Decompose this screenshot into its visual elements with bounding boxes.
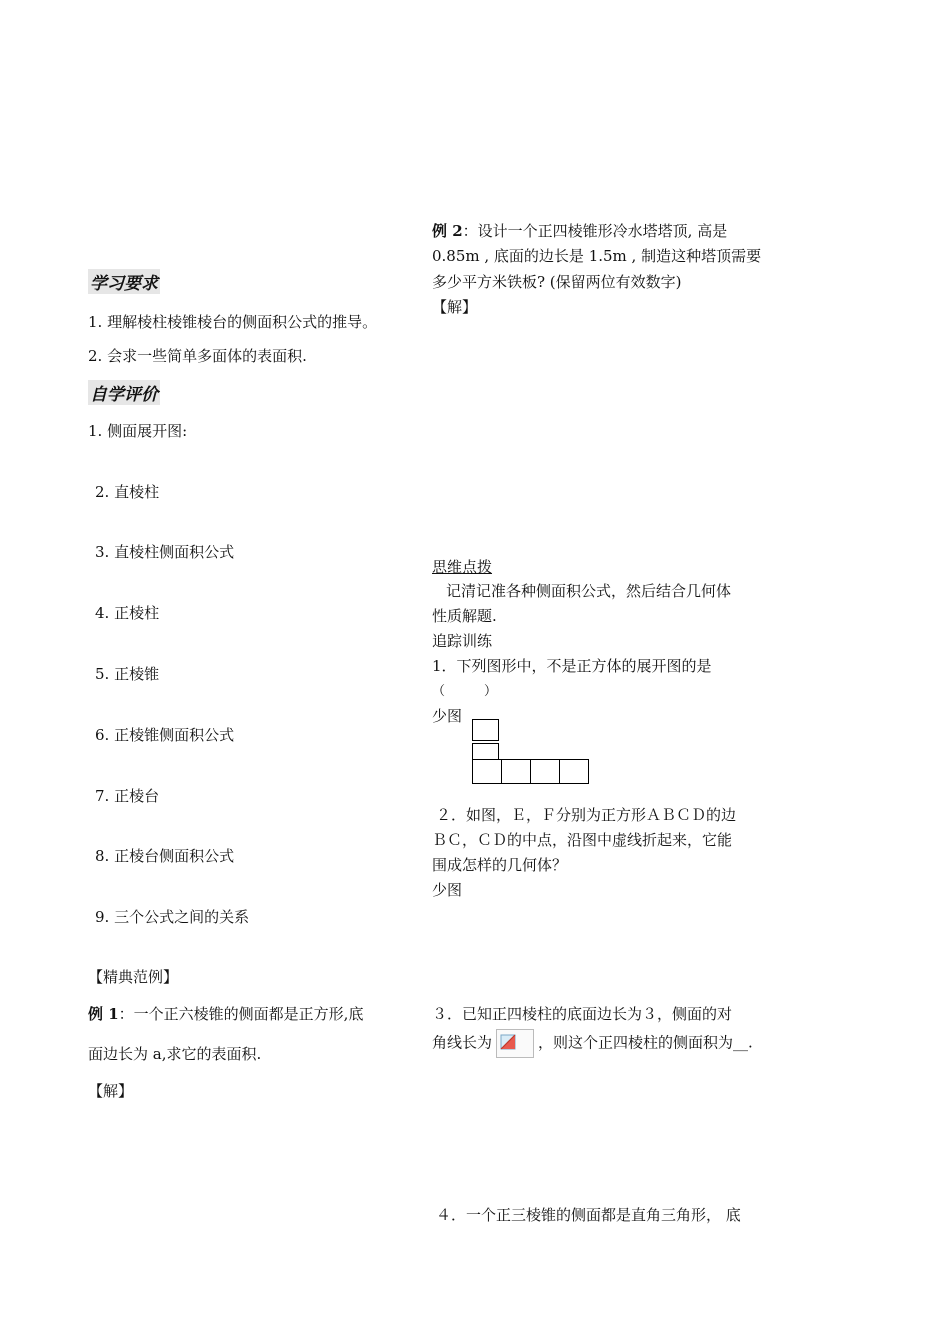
cube-net-square [501,759,531,784]
requirement-2: 2. 会求一些简单多面体的表面积. [88,347,307,365]
cube-net-square [559,759,589,784]
question-1-figure-placeholder: 少图 [432,707,463,725]
example-1-line-1 [88,1003,363,1024]
section-heading-self-study: 自学评价 [88,380,160,405]
example-2-line-1 [432,220,727,241]
self-study-item-4: 4. 正棱柱 [95,604,160,622]
self-study-item-8: 8. 正棱台侧面积公式 [95,847,235,865]
example-2-solution: 【解】 [432,298,478,316]
question-2-line-2: ＢＣ，ＣＤ的中点，沿图中虚线折起来，它能 [432,831,733,849]
example-1-line-2: 面边长为 a,求它的表面积. [88,1045,262,1063]
cube-net-square [472,719,499,741]
self-study-item-5: 5. 正棱锥 [95,665,160,683]
question-1-line-1: 1．下列图形中，不是正方体的展开图的是 [432,657,712,675]
example-1-text: ：一个正六棱锥的侧面都是正方形,底 [118,1005,364,1023]
self-study-item-7: 7. 正棱台 [95,787,160,805]
examples-heading: 【精典范例】 [88,968,179,986]
question-2-line-1: ２．如图，Ｅ，Ｆ分别为正方形ＡＢＣＤ的边 [436,806,737,824]
example-2-text: ：设计一个正四棱锥形冷水塔塔顶, 高是 [462,222,728,240]
question-3-text-a: 角线长为 [432,1033,493,1052]
question-2-figure-placeholder: 少图 [432,881,463,899]
question-3-line-1: ３．已知正四棱柱的底面边长为３，侧面的对 [432,1005,733,1023]
requirement-1: 1. 理解棱柱棱锥棱台的侧面积公式的推导。 [88,313,378,331]
self-study-item-1: 1. 侧面展开图: [88,422,188,440]
thinking-line-2: 性质解题. [432,607,497,625]
example-2-line-2: 0.85m , 底面的边长是 1.5m , 制造这种塔顶需要 [432,247,762,265]
cube-net-square [530,759,560,784]
question-1-line-2: （ ） [432,684,498,699]
self-study-item-3: 3. 直棱柱侧面积公式 [95,543,235,561]
question-3-text-b: ，则这个正四棱柱的侧面积为__. [538,1033,753,1052]
practice-title: 追踪训练 [432,632,493,650]
self-study-item-2: 2. 直棱柱 [95,483,160,501]
broken-formula-image-icon [496,1029,534,1058]
section-heading-requirements: 学习要求 [88,269,160,294]
example-1-label: 例 1 [88,1005,119,1023]
self-study-item-6: 6. 正棱锥侧面积公式 [95,726,235,744]
cube-net-square [472,759,502,784]
example-1-solution: 【解】 [88,1082,134,1100]
thinking-title: 思维点拨 [432,558,493,576]
self-study-item-9: 9. 三个公式之间的关系 [95,908,250,926]
thinking-line-1: 记清记准各种侧面积公式，然后结合几何体 [446,582,732,600]
example-2-line-3: 多少平方米铁板? (保留两位有效数字) [432,273,682,291]
question-3-line-2 [432,1029,753,1058]
example-2-label: 例 2 [432,222,463,240]
question-4-line-1: ４．一个正三棱锥的侧面都是直角三角形， 底 [436,1206,741,1224]
question-2-line-3: 围成怎样的几何体？ [432,856,568,874]
